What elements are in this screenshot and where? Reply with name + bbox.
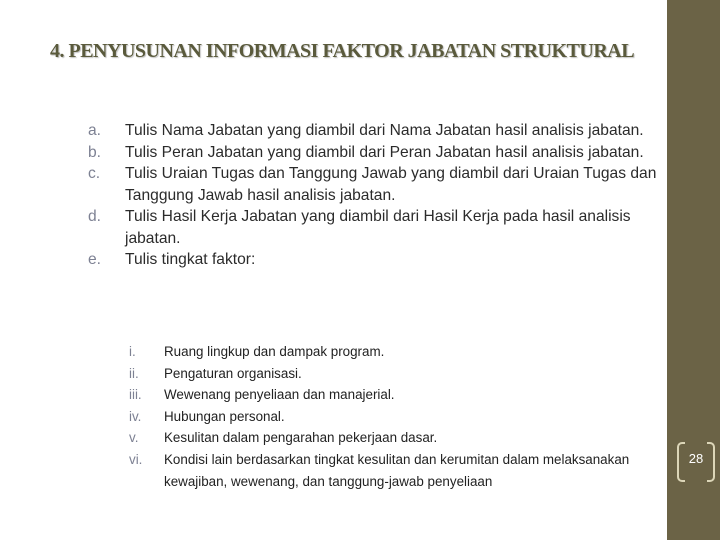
sub-list-item bbox=[129, 427, 674, 449]
sub-list-item bbox=[129, 406, 674, 428]
sub-list-item-text: Hubungan personal. bbox=[164, 408, 285, 424]
sub-list-item-text: Ruang lingkup dan dampak program. bbox=[164, 344, 385, 359]
list-item bbox=[88, 249, 668, 271]
page-number-label: 28 bbox=[688, 451, 704, 466]
list-item-text: Tulis Peran Jabatan yang diambil dari Peran Jabatan hasil analisis jabatan. bbox=[125, 143, 644, 161]
sub-list-item bbox=[129, 449, 674, 492]
list-item-text: Tulis Nama Jabatan yang diambil dari Nama Jabatan hasil analisis jabatan. bbox=[125, 122, 644, 139]
sub-list-marker: iii. bbox=[129, 387, 142, 403]
slide-title: 4. PENYUSUNAN INFORMASI FAKTOR JABATAN STRUKTURAL bbox=[50, 40, 635, 62]
list-marker: b. bbox=[88, 143, 102, 161]
sub-list-item bbox=[129, 341, 674, 363]
main-list bbox=[88, 120, 668, 271]
sub-list-item bbox=[129, 384, 674, 406]
sub-list-marker: v. bbox=[129, 430, 139, 446]
sub-list-item-text: Kesulitan dalam pengarahan pekerjaan dasar. bbox=[164, 430, 438, 446]
sub-list-marker: vi. bbox=[129, 451, 143, 467]
sub-list-marker: ii. bbox=[129, 365, 139, 381]
list-item bbox=[88, 163, 668, 206]
list-marker: c. bbox=[88, 165, 101, 182]
sub-list-item bbox=[129, 363, 674, 385]
list-item-text: Tulis Hasil Kerja Jabatan yang diambil dari Hasil Kerja pada hasil analisis jabatan. bbox=[125, 208, 631, 247]
sub-list-item-text: Kondisi lain berdasarkan tingkat kesulitan dan kerumitan dalam melaksanakan kewajiban, wewenang, dan tanggung-jawab penyeliaan bbox=[164, 451, 630, 489]
list-item bbox=[88, 206, 668, 249]
list-marker: a. bbox=[88, 122, 102, 139]
sub-list-item-text: Wewenang penyeliaan dan manajerial. bbox=[164, 387, 395, 403]
list-item bbox=[88, 142, 668, 164]
list-item bbox=[88, 120, 668, 142]
sub-list-marker: i. bbox=[129, 344, 136, 359]
sub-list-marker: iv. bbox=[129, 408, 142, 424]
page-number bbox=[675, 440, 717, 482]
list-item-text: Tulis Uraian Tugas dan Tanggung Jawab yang diambil dari Uraian Tugas dan Tanggung Jawab hasil analisis jabatan. bbox=[125, 165, 657, 204]
list-marker: d. bbox=[88, 208, 102, 225]
list-marker: e. bbox=[88, 251, 102, 268]
list-item-text: Tulis tingkat faktor: bbox=[125, 251, 256, 268]
sub-list bbox=[129, 341, 674, 492]
sub-list-item-text: Pengaturan organisasi. bbox=[164, 365, 302, 381]
